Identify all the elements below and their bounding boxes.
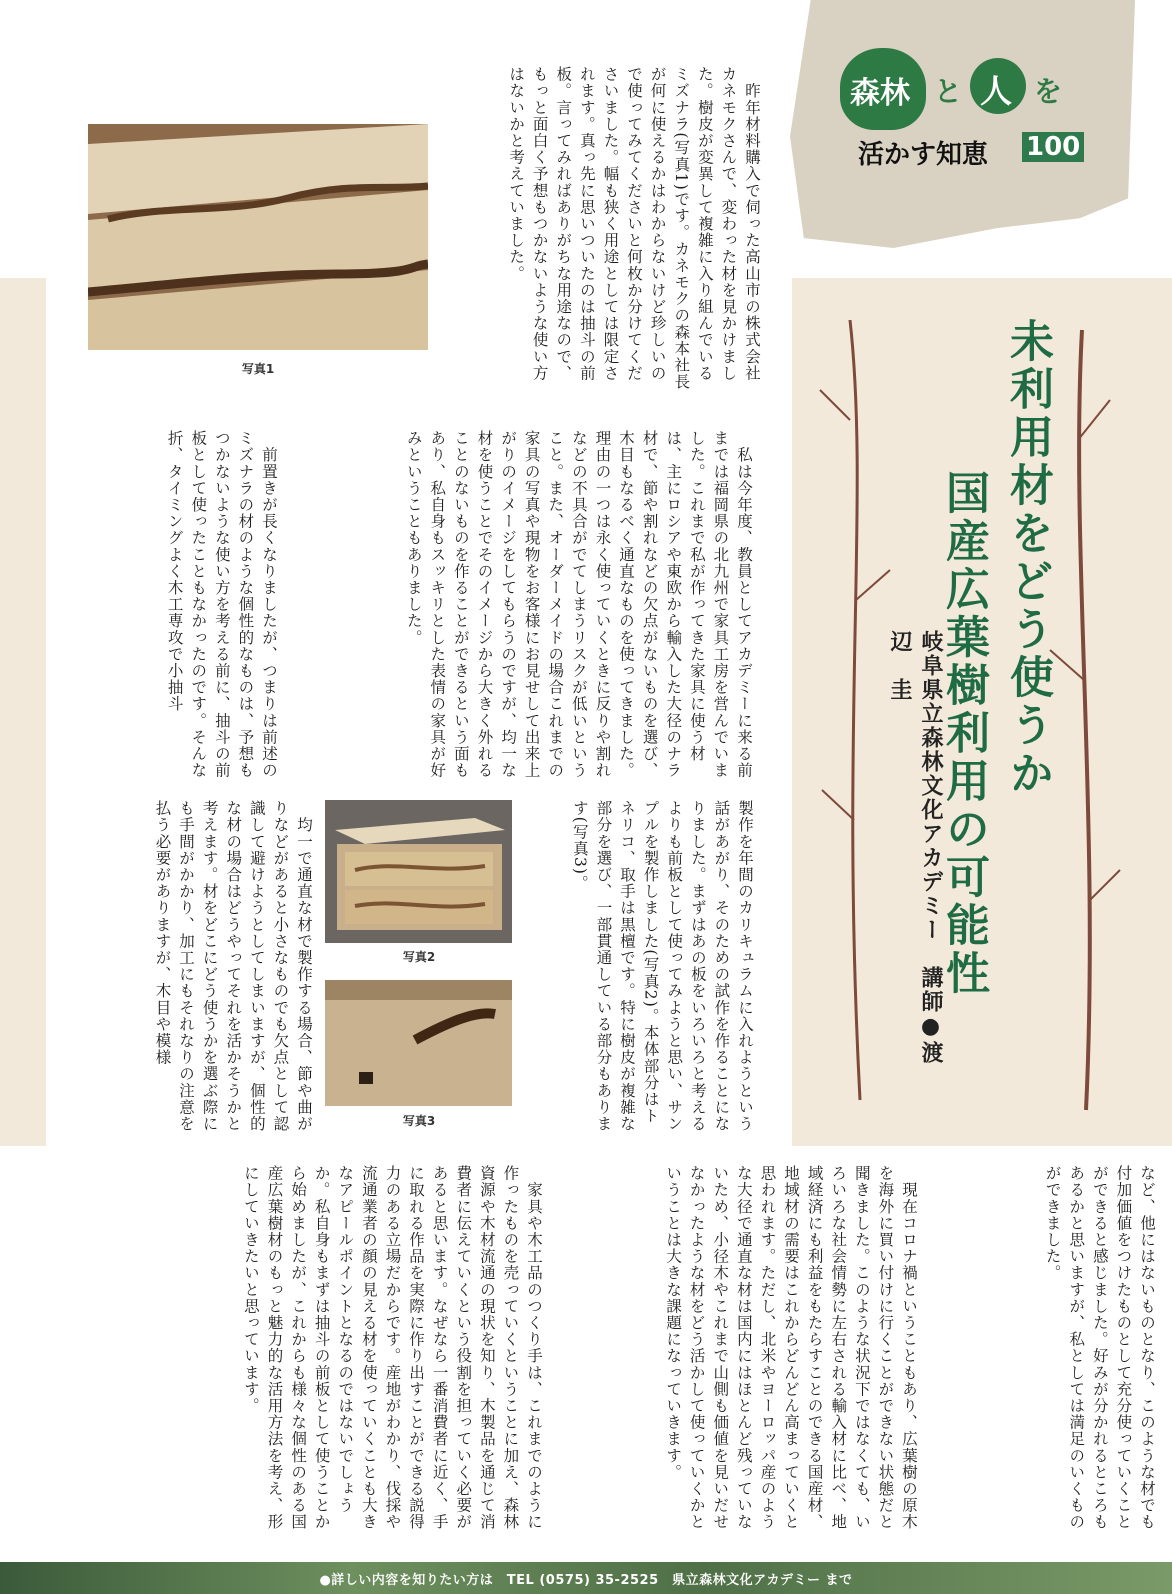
photo-3-caption: 写真3 — [402, 1114, 436, 1128]
series-logo — [830, 48, 1090, 188]
series-word-to: と — [934, 75, 963, 108]
article-title-line2: 国産広葉樹利用の可能性 — [938, 470, 989, 998]
author-name: 渡辺 圭 — [887, 630, 943, 1065]
photo-1-caption: 写真1 — [241, 362, 275, 376]
series-word-forest: 森林 — [850, 76, 910, 111]
photo-3 — [325, 980, 512, 1106]
column-top: 昨年材料購入で伺った高山市の株式会社カネモクさんで、変わった材を見かけました。樹皮が変異して複雑に入り組んでいるミズナラ(写真1)です。カネモクの森本社長が何に使えるかはわからないけど珍しいので使ってみてくださいと何枚か分けてくださいました。幅も狭く用途としては限定されます。真っ先に思いついたのは抽斗の前板。言ってみればありがちな用途なので、もっと面白く予想もつかないような使い方はないかと考えていました。 — [507, 66, 761, 391]
column-middle-b: 前置きが長くなりましたが、つまりは前述のミズナラの材のような個性的なものは、予想もつかないような使い方を考える前に、抽斗の前板として使ったこともなかったのです。そんな折、タイミングよく木工専攻で小抽斗 — [165, 430, 278, 779]
author-org: 岐阜県立森林文化アカデミー 講師● — [918, 630, 943, 1041]
chest-of-drawers-image — [325, 800, 512, 943]
drawer-front-closeup-image — [325, 980, 512, 1106]
paper-background-left — [0, 278, 46, 1146]
series-subtitle: 活かす知恵 — [858, 140, 989, 170]
photo-2-caption: 写真2 — [402, 950, 436, 964]
series-word-wo: を — [1034, 75, 1063, 108]
series-word-person: 人 — [980, 72, 1013, 110]
mizunara-board-image — [88, 124, 428, 350]
photo-2 — [325, 800, 512, 943]
series-number-badge: 100 — [1022, 132, 1084, 162]
column-lower-b: 均一で通直な材で製作する場合、節や曲がりなどがあると小さなものでも欠点として認識して避けようとしてしまいますが、個性的な材の場合はどうやってそれを活かそうかと考えます。材をどこにどう使うかを選ぶ際にも手間がかかり、加工にもそれなりの注意を払う必要がありますが、木目や模様 — [153, 800, 313, 1132]
column-bottom-c: 家具や木工品のつくり手は、これまでのように作ったものを売っていくということに加え、森林資源や木材流通の現状を知り、木製品を通じて消費者に伝えていくという役割を担っていく必要があると思います。なぜなら一番消費者に近く、手に取れる作品を実際に作り出すことができる説得力のある立場だからです。産地がわかり、伐採や流通業者の顔の見える材を使っていくことも大きなアピールポイントとなるのではないでしょうか。私自身もまずは抽斗の前板として使うことから始めましたが、これからも様々な個性のある国産広葉樹材のもっと魅力的な活用方法を考え、形にしていきたいと思っています。 — [241, 1165, 543, 1531]
photo-1 — [88, 124, 428, 350]
article-title-line1: 未利用材をどう使うか — [1002, 318, 1053, 798]
column-bottom-b: 現在コロナ禍ということもあり、広葉樹の原木を海外に買い付けに行くことができない状態だと聞きました。このような状況下ではなくても、いろいろな社会情勢に左右される輸入材に比べ、地域経済にも利益をもたらすことのできる国産材、地域材の需要はこれからどんどん高まっていくと思われます。ただし、北米やヨーロッパ産のような大径で通直な材は国内にはほとんど残っていないため、小径木やこれまで山側も価値を見いだせなかったような材をどう活かして使っていくかということは大きな課題になっていきます。 — [664, 1165, 918, 1531]
column-lower-a: 製作を年間のカリキュラムに入れようという話があがり、そのための試作を作ることになりました。まずはあの板をいろいろと考えるよりも前板として使ってみようと思い、サンプルを製作しました(写真2)。本体部分はトネリコ、取手は黒檀です。特に樹皮が複雑な部分を選び、一部貫通している部分もあります(写真3)。 — [570, 800, 754, 1132]
footer-contact — [0, 1562, 1172, 1594]
column-bottom-a: など、他にはないものとなり、このような材でも付加価値をつけたものとして充分使っていくことができると感じました。好みが分かれるところもあるかと思いますが、私としては満足のいくものができました。 — [1043, 1165, 1156, 1531]
branch-decoration — [810, 300, 1130, 1120]
column-middle-a: 私は今年度、教員としてアカデミーに来る前までは福岡県の北九州で家具工房を営んでいました。これまで私が作ってきた家具に使う材は、主にロシアや東欧から輸入した大径のナラ材で、節や割れなどの欠点がないものを選び、木目もなるべく通直なものを使ってきました。理由の一つは永く使っていくときに反りや割れなどの不具合がでてしまうリスクが低いということ。また、オーダーメイドの場合これまでの家具の写真や現物をお客様にお見せして出来上がりのイメージをしてもらうのですが、均一な材を使うことでそのイメージから大きく外れることのないものを作ることができるという面もあり、私自身もスッキリとした表情の家具が好みということもありました。 — [404, 430, 753, 779]
footer-text: ●詳しい内容を知りたい方は TEL (0575) 35-2525 県立森林文化アカデミー まで — [319, 1572, 853, 1588]
